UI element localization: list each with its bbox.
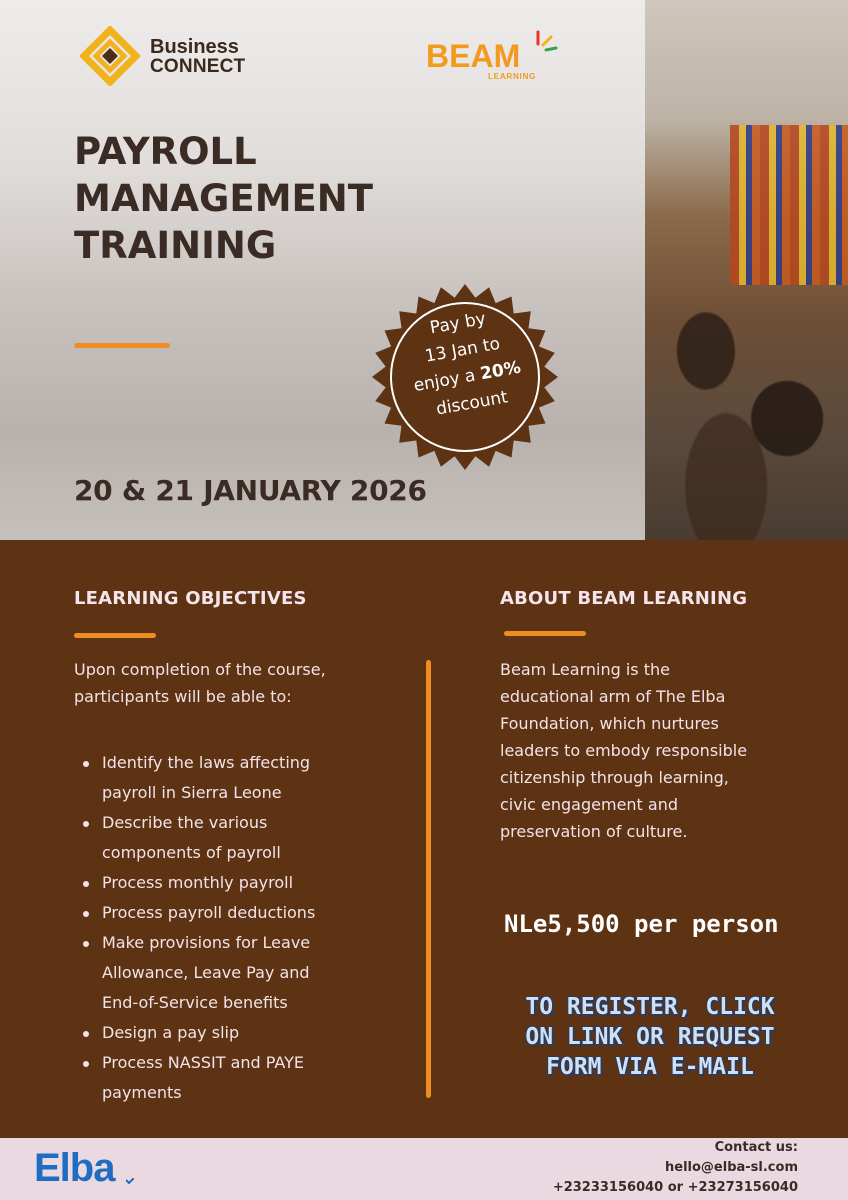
column-divider <box>426 660 431 1098</box>
objectives-heading: LEARNING OBJECTIVES <box>74 588 307 609</box>
beam-rays-icon <box>524 28 564 58</box>
objectives-list <box>80 748 380 1108</box>
about-text-line: Foundation, which nurtures <box>500 714 719 733</box>
objective-item-line: Identify the laws affecting <box>102 753 311 772</box>
objective-item <box>80 868 380 898</box>
contact-email[interactable]: hello@elba-sl.com <box>665 1160 798 1175</box>
hero-section <box>0 0 848 540</box>
objective-item-line: Process payroll deductions <box>102 903 316 922</box>
objective-item-line: Allowance, Leave Pay and <box>102 963 310 982</box>
title-divider <box>74 343 170 348</box>
objectives-intro-line-1: Upon completion of the course, <box>74 660 326 679</box>
elba-logo-mark-icon <box>126 1178 134 1184</box>
badge-discount-percent: 20% <box>478 357 523 385</box>
title-line-2: MANAGEMENT <box>74 177 373 220</box>
business-connect-line2: CONNECT <box>150 55 246 77</box>
register-line-2: ON LINK OR REQUEST <box>525 1024 775 1050</box>
objectives-intro-line-2: participants will be able to: <box>74 687 292 706</box>
objective-item-line: Process monthly payroll <box>102 873 294 892</box>
title-line-3: TRAINING <box>74 224 277 267</box>
register-line-1: TO REGISTER, CLICK <box>525 994 775 1020</box>
objective-item <box>80 748 380 808</box>
participants-image <box>645 270 848 540</box>
objective-item-line: Design a pay slip <box>102 1023 240 1042</box>
badge-line-2: 13 Jan to <box>423 333 502 367</box>
page-title <box>74 128 373 269</box>
objective-item-line: Process NASSIT and PAYE <box>102 1053 304 1072</box>
objective-item-line: payments <box>102 1083 182 1102</box>
objective-item <box>80 808 380 868</box>
business-connect-logo-icon <box>80 26 140 86</box>
business-connect-line1: Business <box>150 35 239 58</box>
title-line-1: PAYROLL <box>74 130 257 173</box>
contact-block <box>553 1138 798 1198</box>
objective-item-line: Describe the various <box>102 813 268 832</box>
badge-line-4: discount <box>434 387 510 420</box>
about-divider <box>504 631 586 636</box>
objective-item <box>80 1018 380 1048</box>
contact-label: Contact us: <box>714 1140 798 1155</box>
beam-logo-sub: LEARNING <box>488 72 537 81</box>
objective-item-line: components of payroll <box>102 843 281 862</box>
about-text-line: Beam Learning is the <box>500 660 670 679</box>
about-text <box>500 656 800 845</box>
badge-line-3-text: enjoy a <box>412 364 483 397</box>
footer <box>0 1138 848 1200</box>
contact-phones[interactable]: +23233156040 or +23273156040 <box>552 1180 798 1195</box>
about-text-line: civic engagement and <box>500 795 679 814</box>
objective-item-line: End-of-Service benefits <box>102 993 288 1012</box>
objective-item-line: Make provisions for Leave <box>102 933 311 952</box>
beam-learning-logo <box>426 28 556 83</box>
register-cta[interactable] <box>500 992 800 1082</box>
about-text-line: leaders to embody responsible <box>500 741 748 760</box>
objective-item <box>80 898 380 928</box>
event-date: 20 & 21 JANUARY 2026 <box>74 474 427 507</box>
about-text-line: preservation of culture. <box>500 822 688 841</box>
register-line-3: FORM VIA E-MAIL <box>546 1054 754 1080</box>
about-text-line: citizenship through learning, <box>500 768 729 787</box>
badge-line-1: Pay by <box>428 308 488 339</box>
about-text-line: educational arm of The Elba <box>500 687 726 706</box>
discount-badge <box>370 282 560 472</box>
objective-item <box>80 928 380 1018</box>
elba-logo: Elba <box>34 1146 115 1190</box>
price: NLe5,500 per person <box>504 910 779 938</box>
objective-item-line: payroll in Sierra Leone <box>102 783 282 802</box>
beam-logo-word: BEAM <box>426 38 521 74</box>
objectives-divider <box>74 633 156 638</box>
about-heading: ABOUT BEAM LEARNING <box>500 588 748 609</box>
objective-item <box>80 1048 380 1108</box>
business-connect-logo <box>80 26 245 86</box>
curtain-image <box>730 125 848 285</box>
objectives-intro <box>74 656 414 710</box>
